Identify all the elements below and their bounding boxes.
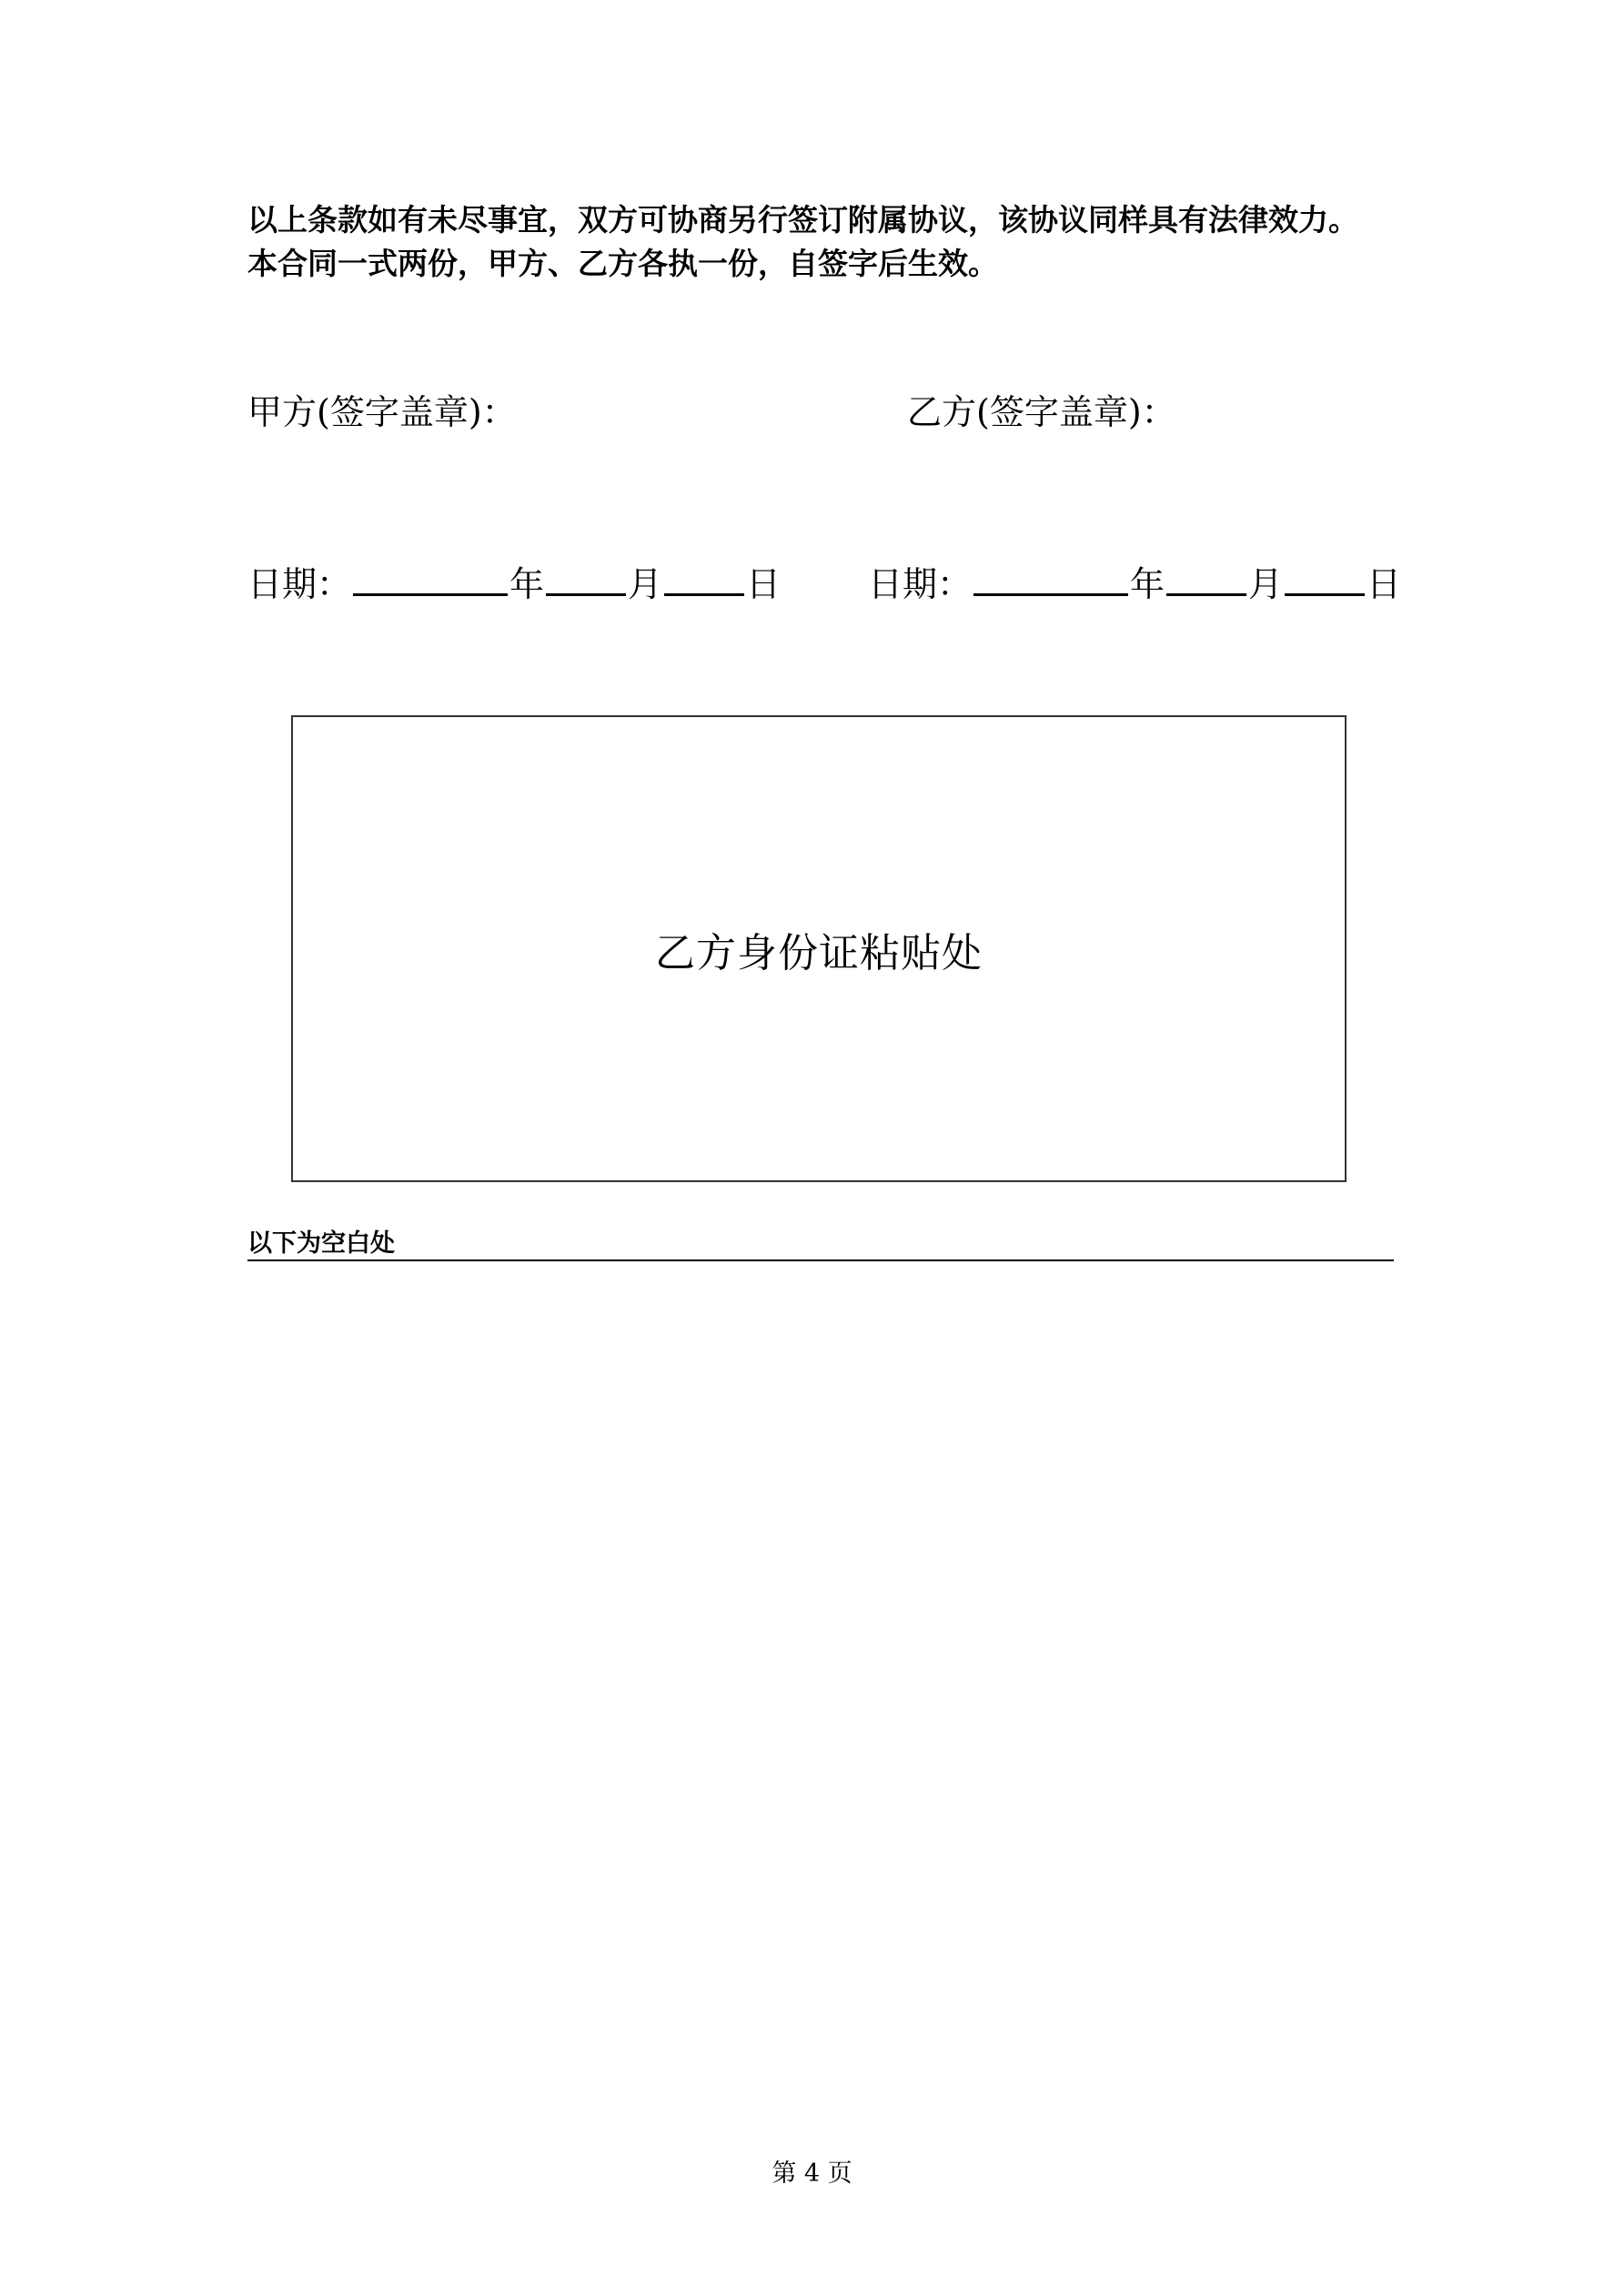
copies-clause: 本合同一式两份，甲方、乙方各执一份，自签字后生效。 [247,246,998,281]
year-blank[interactable] [353,557,508,596]
year-blank[interactable] [973,557,1128,596]
blank-below-label: 以下为空白处 [247,1229,395,1258]
month-label: 月 [628,564,663,604]
year-label: 年 [509,564,545,604]
id-card-paste-label: 乙方身份证粘贴处 [655,929,983,976]
month-blank[interactable] [546,557,626,596]
page-number: 第 4 页 [772,2159,852,2188]
closing-clauses [247,198,1394,286]
party-a-signature-label: 甲方(签字盖章)： [247,392,517,432]
day-blank[interactable] [1285,557,1365,596]
year-label: 年 [1130,564,1165,604]
date-label: 日期： [247,564,352,604]
month-blank[interactable] [1166,557,1246,596]
party-b-signature-label: 乙方(签字盖章)： [907,392,1176,432]
id-card-paste-box [291,715,1347,1182]
party-b-date-line [868,557,1401,610]
day-blank[interactable] [664,557,744,596]
blank-below-line [247,1229,1394,1261]
day-label: 日 [1367,564,1402,604]
party-a-date-line [247,557,781,610]
day-label: 日 [746,564,782,604]
date-label: 日期： [868,564,973,604]
supplementary-agreement-clause: 以上条款如有未尽事宜，双方可协商另行签订附属协议，该协议同样具有法律效力。 [247,202,1358,238]
month-label: 月 [1248,564,1284,604]
